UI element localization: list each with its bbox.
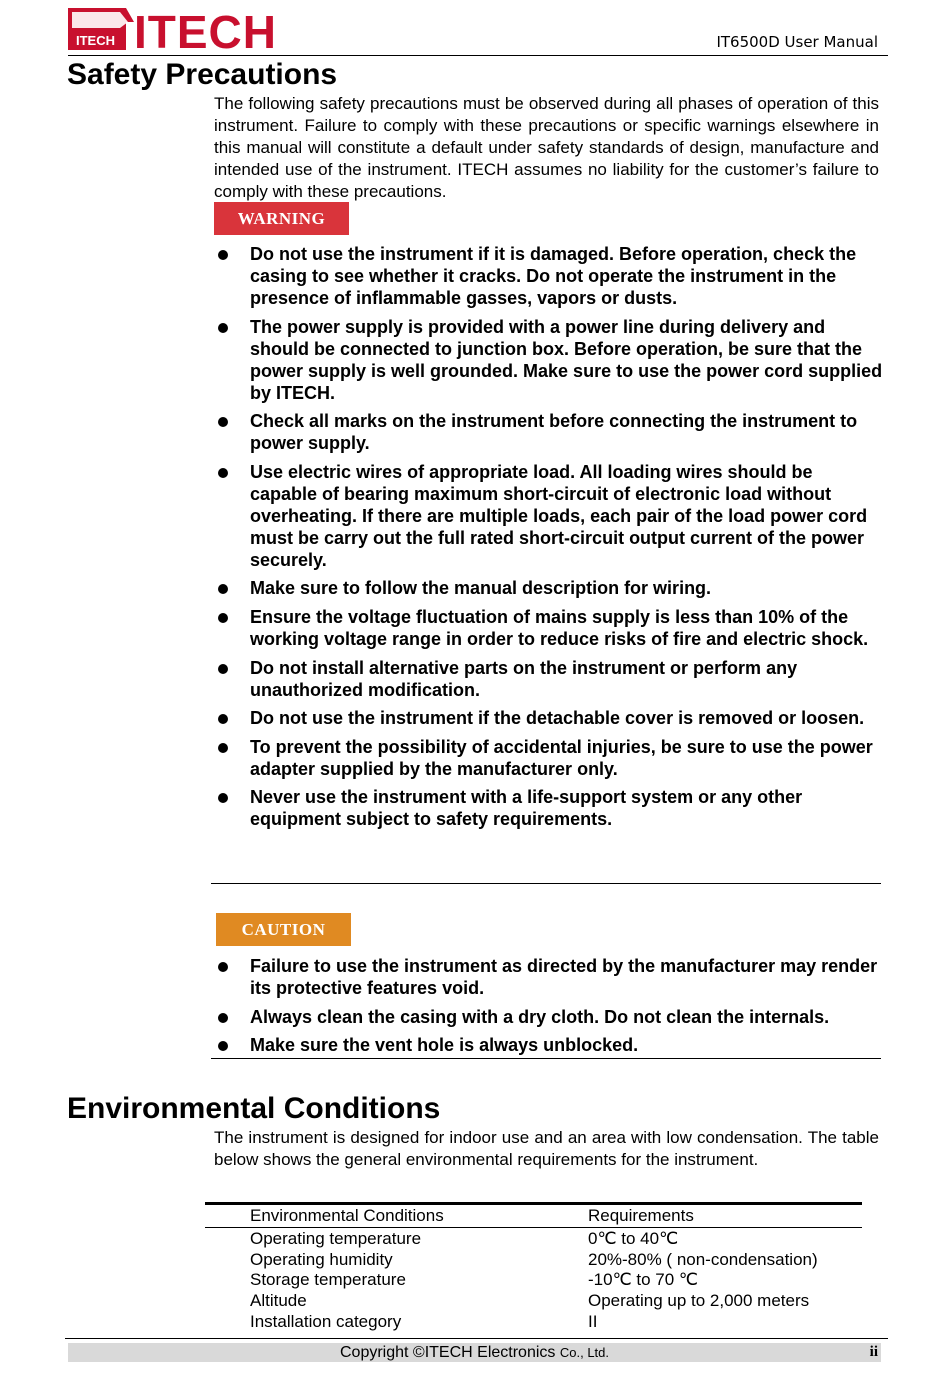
section-title-safety: Safety Precautions [67,58,338,91]
list-item: Make sure to follow the manual description for wiring. [214,577,884,599]
list-item: Check all marks on the instrument before connecting the instrument to power supply. [214,410,884,454]
bullet-icon [218,714,228,724]
table-row: Storage temperature -10℃ to 70 ℃ [250,1270,699,1290]
list-item: Do not use the instrument if the detachable cover is removed or loosen. [214,707,884,729]
page-number: ii [869,1344,878,1360]
caution-badge: CAUTION [216,913,351,946]
list-item: To prevent the possibility of accidental injuries, be sure to use the power adapter supplied by the manufacturer only. [214,736,884,780]
manual-title: IT6500D User Manual [716,33,878,51]
logo-small-text: ITECH [76,33,115,48]
list-item: Do not use the instrument if it is damaged. Before operation, check the casing to see whether it cracks. Do not operate the instrument in the presence of inflammable gasses, vapors or dusts. [214,243,884,309]
warning-divider [211,883,881,884]
warning-list [214,243,884,837]
warning-badge: WARNING [214,202,349,235]
bullet-icon [218,664,228,674]
bullet-icon [218,613,228,623]
list-item: Always clean the casing with a dry cloth. Do not clean the internals. [214,1006,884,1028]
bullet-icon [218,1041,228,1051]
bullet-icon [218,743,228,753]
list-item: Ensure the voltage fluctuation of mains supply is less than 10% of the working voltage range in order to reduce risks of fire and electric shock. [214,606,884,650]
table-row: Altitude Operating up to 2,000 meters [250,1291,810,1311]
safety-intro: The following safety precautions must be observed during all phases of operation of this instrument. Failure to comply with these precautions or specific warnings elsewhere in this manual will constitute a default under safety standards of design, manufacture and intended use of the instrument. ITECH assumes no liability for the customer’s failure to comply with these precautions. [214,94,879,201]
caution-divider [211,1058,881,1059]
list-item: Failure to use the instrument as directed by the manufacturer may render its protective features void. [214,955,884,999]
table-body [0,1229,950,1332]
table-header-conditions: Environmental Conditions [250,1206,444,1225]
bullet-icon [218,417,228,427]
table-top-rule [205,1202,862,1205]
bullet-icon [218,962,228,972]
list-item: Do not install alternative parts on the instrument or perform any unauthorized modification. [214,657,884,701]
bullet-icon [218,323,228,333]
footer-copyright: Copyright ©ITECH Electronics Co., Ltd. [340,1344,609,1361]
list-item: The power supply is provided with a power line during delivery and should be connected to junction box. Before operation, be sure that the power supply is well grounded. Make sure to use the power cord supplied by ITECH. [214,316,884,404]
bullet-icon [218,250,228,260]
itech-logo [68,8,293,50]
table-row: Operating humidity 20%-80% ( non-condensation) [250,1249,818,1269]
bullet-icon [218,584,228,594]
table-row: Installation category II [250,1311,598,1331]
caution-list [214,955,884,1063]
header-divider [68,55,888,56]
environment-intro: The instrument is designed for indoor use and an area with low condensation. The table below shows the general environmental requirements for the instrument. [214,1128,879,1169]
list-item: Never use the instrument with a life-support system or any other equipment subject to safety requirements. [214,786,884,830]
table-row: Operating temperature 0℃ to 40℃ [250,1229,679,1248]
bullet-icon [218,1013,228,1023]
section-title-environment: Environmental Conditions [67,1092,441,1125]
table-header-requirements: Requirements [588,1206,694,1225]
bullet-icon [218,793,228,803]
list-item: Use electric wires of appropriate load. All loading wires should be capable of bearing maximum short-circuit of electronic load without overheating. If there are multiple loads, each pair of the load power cord must be carry out the full rated short-circuit output current of the power securely. [214,461,884,571]
bullet-icon [218,468,228,478]
logo-text: ITECH [134,8,277,50]
table-header-rule [205,1227,862,1228]
list-item: Make sure the vent hole is always unblocked. [214,1034,884,1056]
table-bottom-rule [65,1338,888,1339]
